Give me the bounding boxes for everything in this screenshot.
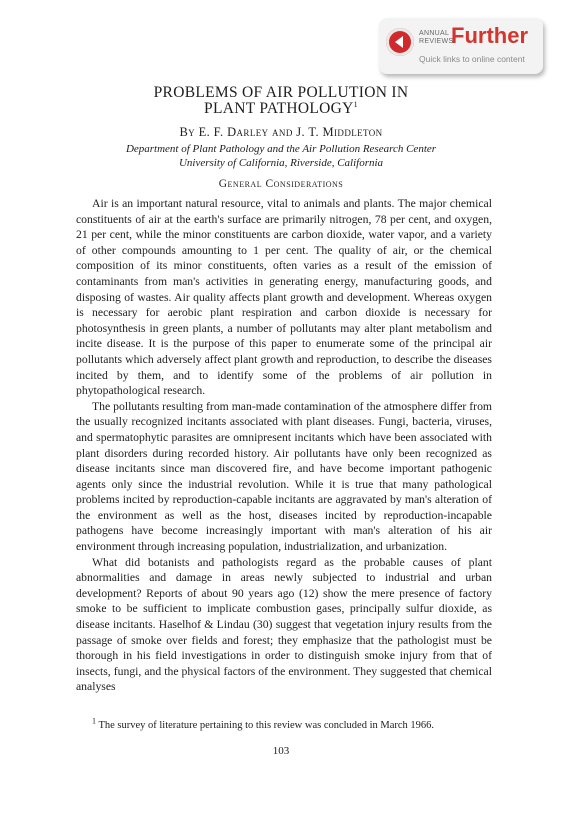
footnote xyxy=(76,716,492,732)
footnote-text: The survey of literature pertaining to this review was concluded in March 1966. xyxy=(98,720,435,731)
article-body xyxy=(76,196,492,695)
annual-reviews-further-banner[interactable] xyxy=(379,18,543,74)
affiliation-university: University of California, Riverside, California xyxy=(178,157,384,169)
article-title-line-1: PROBLEMS OF AIR POLLUTION IN xyxy=(153,84,409,101)
annual-text: ANNUAL xyxy=(419,30,450,37)
body-paragraph-3: What did botanists and pathologists regard as the probable causes of plant abnormalities and damage in areas newly subjected to industrial and urban development? Reports of about 90 years ago (12) show the mere presence of factory smoke to be sufficient to implicate combustion gases, principally sulfur dioxide, as disease incitants. Haselhof & Lindau (30) suggest that vegetation injury results from the passage of smoke over fields and forest; they emphasize that the pathologist must be thorough in his field investigations in order to distinguish smoke injury from that of insects, fungi, and the physical factors of the environment. They suggested that chemical analyses xyxy=(76,555,492,694)
page-number: 103 xyxy=(272,745,290,757)
footnote-mark: 1 xyxy=(92,716,96,726)
quick-links-tagline: Quick links to online content xyxy=(419,54,525,64)
article-title-line-2 xyxy=(0,101,562,117)
play-icon xyxy=(386,28,414,56)
reviews-text: REVIEWS xyxy=(419,38,454,45)
body-paragraph-2: The pollutants resulting from man-made contamination of the atmosphere differ from the usually recognized incitants associated with plant diseases. Fungi, bacteria, viruses, and spermatophytic parasites are omnipresent incitants which have been associated with plant disorders during recorded history. Air pollutants have only been recognized as disease incitants since man discovered fire, and have become important pathogenic agents only since the industrial revolution. While it is true that many pathological problems incited by reproduction-capable incitants are aggravated by man's alteration of the environment as well as the host, diseases incited by reproduction-incapable pathogens have become increasingly important with man's alteration of his air environment through increasing population, industrialization, and urbanization. xyxy=(76,399,492,554)
title-footnote-mark[interactable]: 1 xyxy=(353,99,358,109)
affiliation-department: Department of Plant Pathology and the Air Pollution Research Center xyxy=(125,143,437,155)
section-heading: General Considerations xyxy=(218,178,344,190)
article-title-line-2-text: PLANT PATHOLOGY xyxy=(204,100,354,117)
further-logo-text: Further xyxy=(451,23,528,48)
annual-reviews-wordmark xyxy=(419,30,453,46)
author-byline: By E. F. Darley and J. T. Middleton xyxy=(179,125,383,139)
body-paragraph-1: Air is an important natural resource, vital to animals and plants. The major chemical constituents of air at the earth's surface are primarily nitrogen, 78 per cent, and oxygen, 21 per cent, while the minor constituents are carbon dioxide, water vapor, and a variety of other compounds amounting to 1 per cent. The quality of air, or the chemical composition of its minor constituents, often varies as a result of the emission of contaminants from man's activities in generating energy, manufacturing goods, and disposing of wastes. Air quality affects plant growth and development. Whereas oxygen is necessary for aerobic plant respiration and carbon dioxide is necessary for photosynthesis in green plants, a number of pollutants may alter plant metabolism and incite disease. It is the purpose of this paper to enumerate some of the principal air pollutants which adversely affect plant growth and reproduction, to describe the diseases incited by them, and to identify some of the problems of air pollution in phytopathological research. xyxy=(76,197,492,398)
